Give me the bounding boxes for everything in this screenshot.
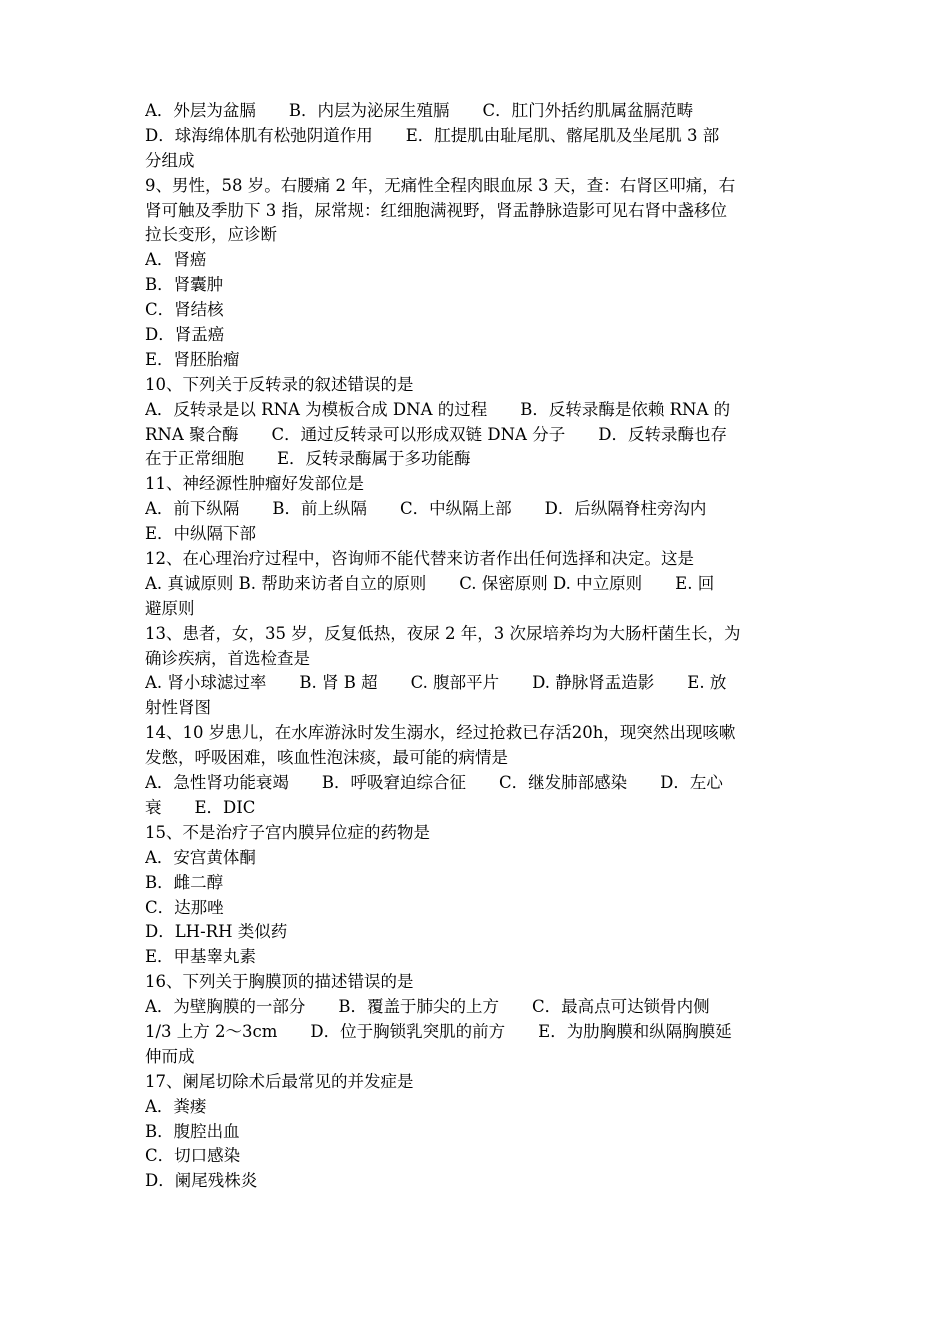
text-line: 发憋，呼吸困难，咳血性泡沫痰，最可能的病情是 [145,748,508,768]
text-line: A．外层为盆膈 B．内层为泌尿生殖膈 C．肛门外括约肌属盆膈范畴 [145,101,694,120]
text-line: 分组成 [145,150,195,170]
text-line: D．球海绵体肌有松弛阴道作用 E．肛提肌由耻尾肌、髂尾肌及坐尾肌 3 部 [145,125,720,145]
option-line: A．粪瘘 [145,1096,207,1116]
option-line: B．雌二醇 [145,872,224,892]
text-line: 射性肾图 [145,698,211,718]
text-line: A．为壁胸膜的一部分 B．覆盖于肺尖的上方 C．最高点可达锁骨内侧 [145,997,710,1017]
text-line: 肾可触及季肋下 3 指，尿常规：红细胞满视野，肾盂静脉造影可见右肾中盏移位 [145,200,727,220]
option-line: C．达那唑 [145,897,224,917]
option-line: D．LH-RH 类似药 [145,922,288,942]
option-line: C．肾结核 [145,300,224,320]
option-line: E．甲基睾丸素 [145,947,257,967]
question-10-stem: 10、下列关于反转录的叙述错误的是 [145,374,414,394]
document-body [145,99,807,1194]
text-line: 伸而成 [145,1046,195,1066]
question-14-stem: 14、10 岁患儿，在水库游泳时发生溺水，经过抢救已存活20h，现突然出现咳嗽 [145,723,736,743]
question-13-stem: 13、患者，女，35 岁，反复低热，夜尿 2 年，3 次尿培养均为大肠杆菌生长，为 [145,623,741,643]
question-15-stem: 15、不是治疗子宫内膜异位症的药物是 [145,822,430,842]
text-line: A．反转录是以 RNA 为模板合成 DNA 的过程 B．反转录酶是依赖 RNA 的 [145,399,731,419]
text-line: A. 肾小球滤过率 B. 肾 B 超 C. 腹部平片 D. 静脉肾盂造影 E. 放 [145,673,727,693]
question-16-stem: 16、下列关于胸膜顶的描述错误的是 [145,972,414,992]
text-line: 避原则 [145,598,195,618]
text-line: 拉长变形，应诊断 [145,225,277,245]
question-12-stem: 12、在心理治疗过程中，咨询师不能代替来访者作出任何选择和决定。这是 [145,549,694,569]
question-11-stem: 11、神经源性肿瘤好发部位是 [145,474,364,494]
text-line: 确诊疾病，首选检查是 [145,648,310,668]
text-line: A．前下纵隔 B．前上纵隔 C．中纵隔上部 D．后纵隔脊柱旁沟内 [145,499,707,519]
option-line: E．肾胚胎瘤 [145,349,240,369]
question-9-stem: 9、男性，58 岁。右腰痛 2 年，无痛性全程肉眼血尿 3 天，查：右肾区叩痛，右 [145,175,736,195]
option-line: C．切口感染 [145,1146,241,1166]
text-line: 在于正常细胞 E．反转录酶属于多功能酶 [145,449,471,469]
text-line: E．中纵隔下部 [145,524,257,544]
option-line: A．肾癌 [145,250,207,270]
text-line: A. 真诚原则 B. 帮助来访者自立的原则 C. 保密原则 D. 中立原则 E. 回 [145,573,715,593]
text-line: 衰 E．DIC [145,797,256,817]
question-17-stem: 17、阑尾切除术后最常见的并发症是 [145,1071,414,1091]
option-line: B．腹腔出血 [145,1121,240,1141]
option-line: D．肾盂癌 [145,325,225,345]
text-line: 1/3 上方 2～3cm D．位于胸锁乳突肌的前方 E．为肋胸膜和纵隔胸膜延 [145,1021,732,1041]
option-line: B．肾囊肿 [145,275,224,295]
option-line: A．安宫黄体酮 [145,847,256,867]
option-line: D．阑尾残株炎 [145,1171,258,1191]
text-line: A．急性肾功能衰竭 B．呼吸窘迫综合征 C．继发肺部感染 D．左心 [145,773,723,793]
text-line: RNA 聚合酶 C．通过反转录可以形成双链 DNA 分子 D．反转录酶也存 [145,424,727,444]
